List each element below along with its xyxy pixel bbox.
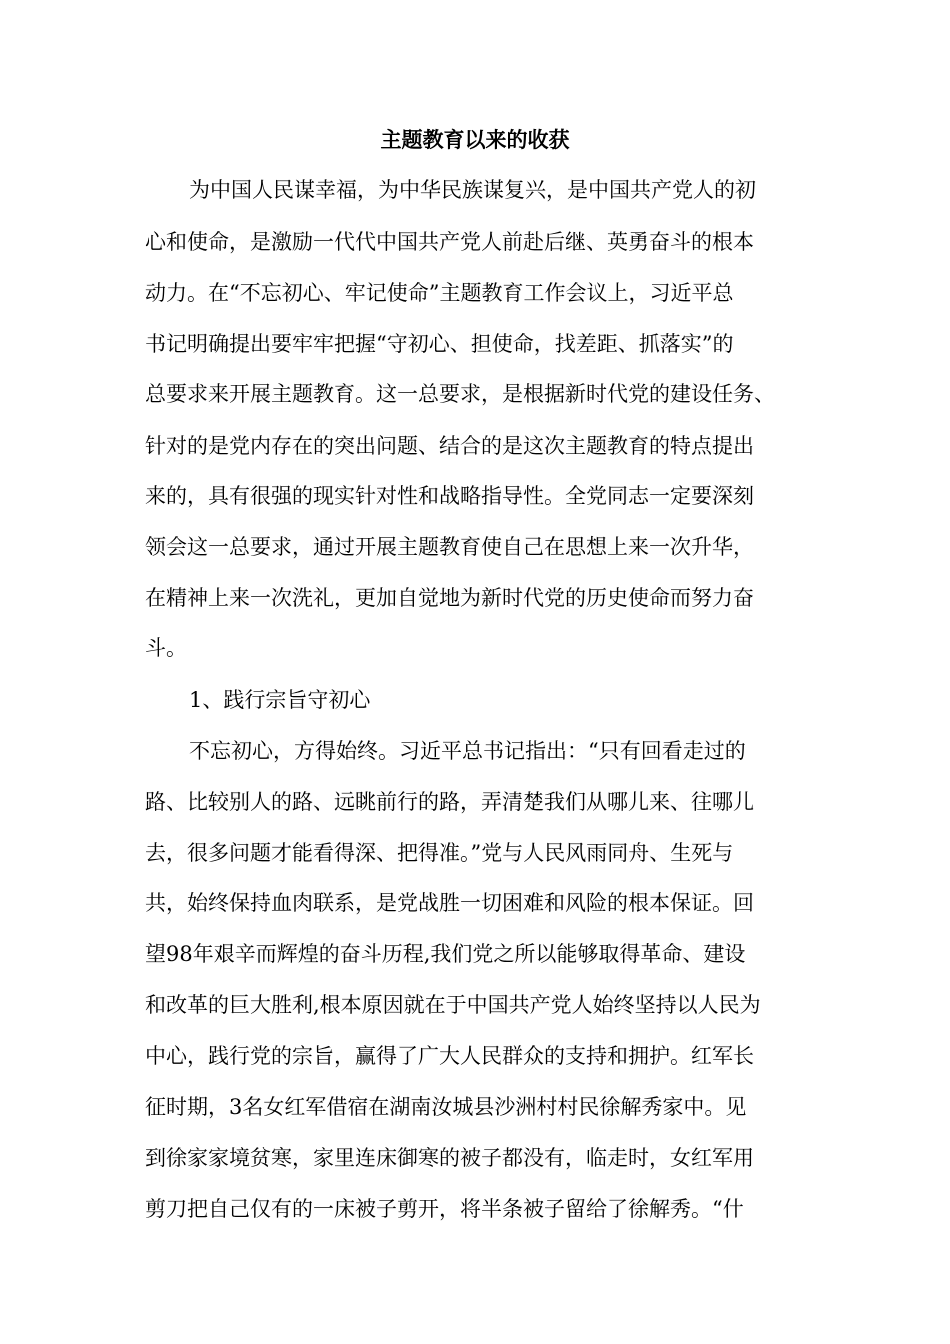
paragraph-1-line-6: 针对的是党内存在的突出问题、结合的是这次主题教育的特点提出 xyxy=(145,434,754,458)
section-1-heading: 1、践行宗旨守初心 xyxy=(189,688,371,712)
document-title: 主题教育以来的收获 xyxy=(380,127,570,152)
paragraph-2-line-2: 路、比较别人的路、远眺前行的路，弄清楚我们从哪儿来、往哪儿 xyxy=(145,790,754,814)
paragraph-2-line-3: 去，很多问题才能看得深、把得准。”党与人民风雨同舟、生死与 xyxy=(145,841,734,865)
paragraph-1-line-10: 斗。 xyxy=(145,636,187,660)
paragraph-2-line-6: 和改革的巨大胜利,根本原因就在于中国共产党人始终坚持以人民为 xyxy=(145,993,761,1017)
paragraph-1-line-1: 为中国人民谋幸福，为中华民族谋复兴，是中国共产党人的初 xyxy=(189,178,756,202)
paragraph-2-line-1: 不忘初心，方得始终。习近平总书记指出：“只有回看走过的 xyxy=(189,739,746,763)
paragraph-2-line-7: 中心，践行党的宗旨，赢得了广大人民群众的支持和拥护。红军长 xyxy=(145,1044,754,1068)
paragraph-2-line-4: 共，始终保持血肉联系，是党战胜一切困难和风险的根本保证。回 xyxy=(145,891,754,915)
paragraph-2-line-10: 剪刀把自己仅有的一床被子剪开，将半条被子留给了徐解秀。“什 xyxy=(145,1197,744,1221)
paragraph-2-line-9: 到徐家家境贫寒，家里连床御寒的被子都没有，临走时，女红军用 xyxy=(145,1146,754,1170)
paragraph-2-line-8: 征时期，3名女红军借宿在湖南汝城县沙洲村村民徐解秀家中。见 xyxy=(145,1095,747,1119)
paragraph-2-line-5: 望98年艰辛而辉煌的奋斗历程,我们党之所以能够取得革命、建设 xyxy=(145,942,746,966)
paragraph-1-line-3: 动力。在“不忘初心、牢记使命”主题教育工作会议上，习近平总 xyxy=(145,281,734,305)
paragraph-1-line-2: 心和使命，是激励一代代中国共产党人前赴后继、英勇奋斗的根本 xyxy=(145,230,754,254)
paragraph-1-line-4: 书记明确提出要牢牢把握“守初心、担使命，找差距、抓落实”的 xyxy=(145,332,734,356)
paragraph-1-line-8: 领会这一总要求，通过开展主题教育使自己在思想上来一次升华， xyxy=(145,535,754,559)
paragraph-1-line-5: 总要求来开展主题教育。这一总要求，是根据新时代党的建设任务、 xyxy=(145,382,775,406)
paragraph-1-line-9: 在精神上来一次洗礼，更加自觉地为新时代党的历史使命而努力奋 xyxy=(145,586,754,610)
paragraph-1-line-7: 来的，具有很强的现实针对性和战略指导性。全党同志一定要深刻 xyxy=(145,484,754,508)
